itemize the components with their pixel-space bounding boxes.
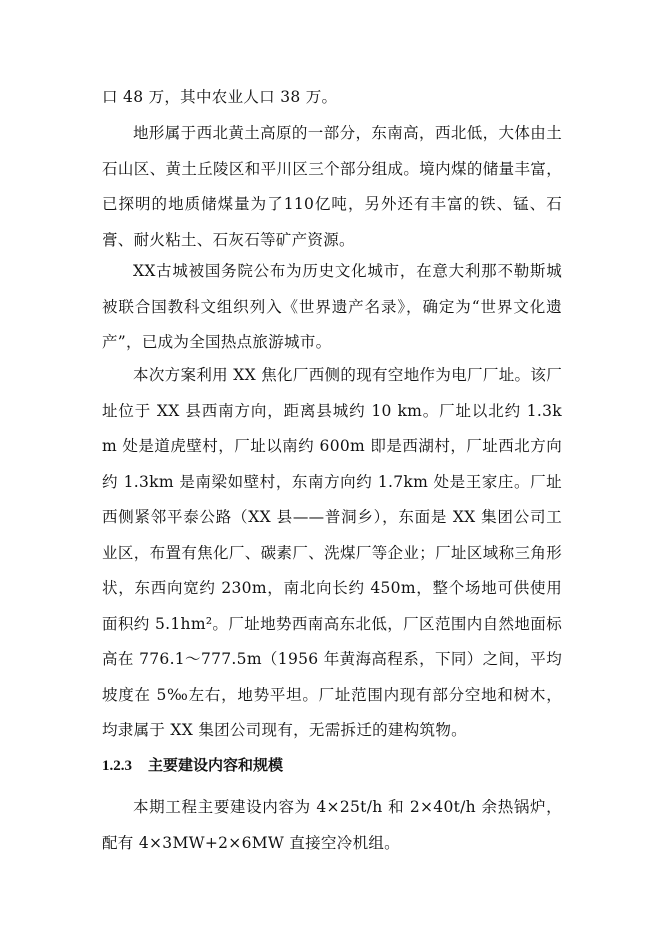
paragraph-terrain: 地形属于西北黄土高原的一部分，东南高，西北低，大体由土石山区、黄土丘陵区和平川区三个部分组成。境内煤的储量丰富，已探明的地质储煤量为了110亿吨，另外还有丰富的铁、锰、石膏、耐火粘土、石灰石等矿产资源。 [102, 124, 562, 249]
paragraph-population: 口 48 万，其中农业人口 38 万。 [102, 88, 338, 106]
section-number: 1.2.3 [102, 758, 132, 774]
paragraph-heritage: XX古城被国务院公布为历史文化城市，在意大利那不勒斯城被联合国教科文组织列入《世界遗产名录》，确定为“世界文化遗产”，已成为全国热点旅游城市。 [102, 262, 562, 351]
section-heading [102, 750, 283, 781]
paragraph-site: 本次方案利用 XX 焦化厂西侧的现有空地作为电厂厂址。该厂址位于 XX 县西南方向，距离县城约 10 km。厂址以北约 1.3km 处是道虎壁村，厂址以南约 600m 即是西湖村，厂址西北方向约 1.3km 是南梁如壁村，东南方向约 1.7km 处是王家庄。厂址西侧紧邻平泰公路（XX 县——普洞乡），东面是 XX 集团公司工业区，布置有焦化厂、碳素厂、洗煤厂等企业；厂址区域称三角形状，东西向宽约 230m，南北向长约 450m，整个场地可供使用面积约 5.1hm²。厂址地势西南高东北低，厂区范围内自然地面标高在 776.1～777.5m（1956 年黄海高程系，下同）之间，平均坡度在 5‰左右，地势平坦。厂址范围内现有部分空地和树木，均隶属于 XX 集团公司现有，无需拆迁的建构筑物。 [102, 366, 562, 739]
paragraph-construction-scope: 本期工程主要建设内容为 4×25t/h 和 2×40t/h 余热锅炉，配有 4×3MW+2×6MW 直接空冷机组。 [102, 798, 562, 852]
section-title: 主要建设内容和规模 [148, 756, 284, 774]
